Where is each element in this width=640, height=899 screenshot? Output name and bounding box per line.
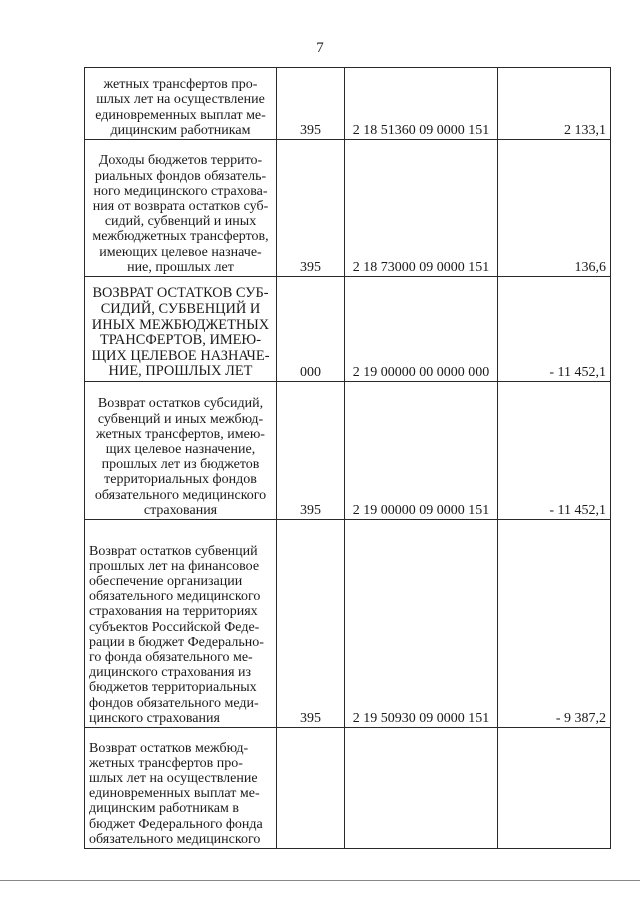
row-name-line: страхования [143,502,218,518]
row-name-line: единовременных выплат ме- [95,107,266,123]
amount-cell: - 11 452,1 [498,382,611,520]
row-name-line: ЩИХ ЦЕЛЕВОЕ НАЗНАЧЕ- [91,347,270,364]
row-name-line: Возврат остатков субвенций [89,543,258,559]
table-row [85,382,611,520]
row-name-line: ния от возврата остатков суб- [92,198,269,214]
scan-edge-line [0,880,640,881]
row-name-line: жетных трансфертов про- [89,755,243,771]
row-name-line: территориальных фондов [104,472,257,488]
row-name-line: шлых лет на осуществление [96,92,265,108]
budget-code-cell: 2 18 51360 09 0000 151 [345,68,498,140]
row-name-line: ВОЗВРАТ ОСТАТКОВ СУБ- [92,285,269,302]
admin-code-cell: 395 [277,68,345,140]
row-name-line: единовременных выплат ме- [89,786,260,802]
row-name-line: обязательного медицинского [89,589,261,605]
row-name-line: жетных трансфертов, имею- [96,426,265,442]
page-number: 7 [316,40,324,56]
row-name-line: дицинским работникам в [89,801,239,817]
admin-code-cell: 395 [277,382,345,520]
row-name-line: СИДИЙ, СУБВЕНЦИЙ И [100,301,261,318]
admin-code-cell: 395 [277,520,345,728]
row-name-line: жетных трансфертов про- [103,77,258,93]
budget-code-cell [345,728,498,849]
row-name-line: субвенций и иных межбюд- [97,411,264,427]
admin-code-cell: 395 [277,140,345,277]
row-name-cell [85,520,277,728]
table-row [85,140,611,277]
budget-code-cell: 2 19 00000 00 0000 000 [345,277,498,382]
row-name-cell [85,277,277,382]
row-name-line: прошлых лет из бюджетов [101,457,260,473]
row-name-line: цинского страхования [89,710,220,726]
row-name-line: риальных фондов обязатель- [94,168,267,184]
amount-cell: - 9 387,2 [498,520,611,728]
admin-code-cell: 000 [277,277,345,382]
row-name-line: сидий, субвенций и иных [104,214,257,230]
row-name-line: имеющих целевое назначе- [99,244,262,260]
row-name-line: обязательного медицинского [94,487,267,503]
row-name-cell [85,728,277,849]
row-name-cell [85,140,277,277]
amount-cell: - 11 452,1 [498,277,611,382]
row-name-line: субъектов Российской Феде- [89,619,260,635]
admin-code-cell [277,728,345,849]
row-name-line: дицинским работникам [110,122,251,138]
row-name-line: обязательного медицинского [89,831,261,847]
row-name-line: обеспечение организации [89,573,243,589]
row-name-line: ние, прошлых лет [127,259,234,275]
row-name-line: дицинского страхования из [89,665,252,681]
row-name-line: Возврат остатков межбюд- [89,740,249,756]
budget-table [84,67,611,849]
budget-code-cell: 2 19 50930 09 0000 151 [345,520,498,728]
row-name-line: страхования на территориях [89,604,258,620]
table-row [85,277,611,382]
row-name-line: НИЕ, ПРОШЛЫХ ЛЕТ [108,363,253,380]
row-name-line: рации в бюджет Федерально- [89,634,264,650]
row-name-line: ТРАНСФЕРТОВ, ИМЕЮ- [99,332,262,349]
row-name-line: шлых лет на осуществление [89,770,258,786]
table-row [85,68,611,140]
row-name-cell [85,68,277,140]
row-name-line: прошлых лет на финансовое [89,558,260,574]
row-name-line: го фонда обязательного ме- [89,649,253,665]
row-name-line: ного медицинского страхова- [93,183,268,199]
amount-cell: 136,6 [498,140,611,277]
row-name-line: Доходы бюджетов террито- [98,153,263,169]
row-name-line: щих целевое назначение, [105,441,256,457]
row-name-line: бюджет Федерального фонда [89,816,263,832]
budget-code-cell: 2 19 00000 09 0000 151 [345,382,498,520]
row-name-line: межбюджетных трансфертов, [92,229,269,245]
amount-cell [498,728,611,849]
table-row [85,520,611,728]
amount-cell: 2 133,1 [498,68,611,140]
row-name-line: бюджетов территориальных [89,680,257,696]
row-name-line: Возврат остатков субсидий, [97,396,264,412]
row-name-line: фондов обязательного меди- [89,695,259,711]
row-name-cell [85,382,277,520]
budget-code-cell: 2 18 73000 09 0000 151 [345,140,498,277]
row-name-line: ИНЫХ МЕЖБЮДЖЕТНЫХ [91,316,270,333]
table-row [85,728,611,849]
